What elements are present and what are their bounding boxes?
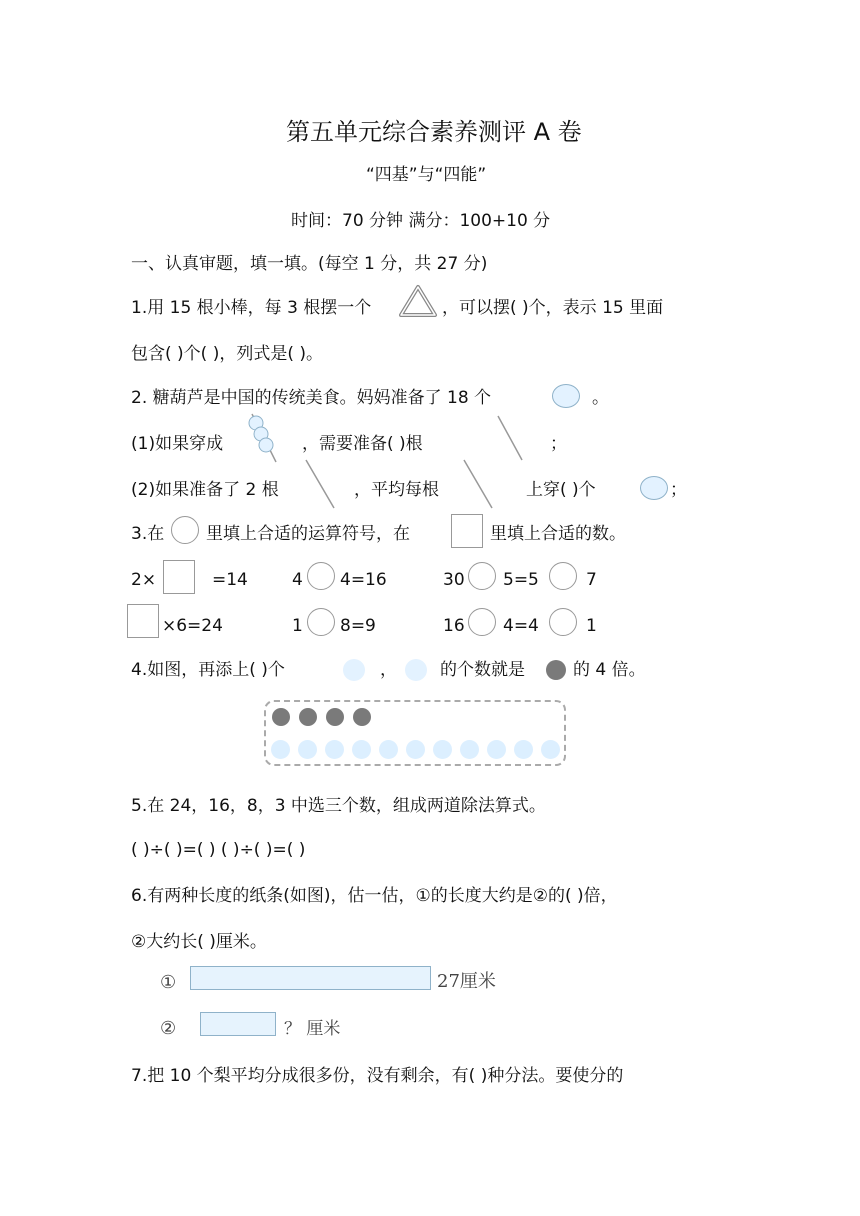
q3-r1c3-b: 5=5 [503,570,539,590]
tanghulu-skewer-icon [244,412,280,464]
q3-r2c3-b: 4=4 [503,616,539,636]
q4-text-a: 4.如图，再添上( )个 [131,660,285,680]
q6-text2: ②大约长( )厘米。 [131,932,267,952]
q4-text-c: 的个数就是 [440,660,525,680]
stick-icon [304,458,336,510]
answer-circle[interactable] [307,562,335,590]
hawthorn-ball-icon [552,384,580,408]
q4-text-b: ， [380,660,397,680]
q3-r2c2-b: 8=9 [340,616,376,636]
light-dot [298,740,317,759]
q7-text: 7.把 10 个梨平均分成很多份，没有剩余，有( )种分法。要使分的 [131,1066,624,1086]
q2-part2-a: (2)如果准备了 2 根 [131,480,279,500]
answer-circle[interactable] [468,608,496,636]
light-dot [487,740,506,759]
q1-line2: 包含( )个( )，列式是( )。 [131,344,324,364]
light-dot-icon [405,659,427,681]
strip2-label: ② [160,1018,177,1039]
page-subtitle: “四基”与“四能” [366,165,487,185]
number-box-icon [451,514,483,548]
light-dot [433,740,452,759]
dark-dot [326,708,344,726]
answer-circle[interactable] [468,562,496,590]
light-dot [271,740,290,759]
q3-r1c3-c: 7 [586,570,597,590]
answer-circle[interactable] [307,608,335,636]
light-dot [541,740,560,759]
triangle-sticks-icon [398,284,438,318]
q2-part2-d: ； [670,480,687,500]
q3-intro-b: 里填上合适的运算符号，在 [206,524,410,544]
stick-icon [496,414,524,462]
exam-meta: 时间：70 分钟 满分：100+10 分 [291,211,551,231]
q2-part1-c: ； [550,434,567,454]
q5-blanks: ( )÷( )=( ) ( )÷( )=( ) [131,840,306,860]
q3-r2c3-a: 16 [443,616,465,636]
light-dot-icon [343,659,365,681]
q3-r1c1-a: 2× [131,570,157,590]
q3-r2c1-b: ×6=24 [162,616,223,636]
q2-part1-b: ，需要准备( )根 [302,434,423,454]
light-dot [325,740,344,759]
q3-r2c3-c: 1 [586,616,597,636]
paper-strip-1 [190,966,431,990]
light-dot [406,740,425,759]
light-dot [514,740,533,759]
q2-part2-b: ，平均每根 [354,480,439,500]
page-title: 第五单元综合素养测评 A 卷 [286,118,582,146]
q3-r2c2-a: 1 [292,616,303,636]
stick-icon [462,458,494,510]
q1-line1-b: ，可以摆( )个，表示 15 里面 [442,298,664,318]
hawthorn-ball-icon [640,476,668,500]
q1-line1-a: 1.用 15 根小棒，每 3 根摆一个 [131,298,372,318]
dark-dot [272,708,290,726]
light-dot [379,740,398,759]
answer-box[interactable] [163,560,195,594]
dark-dot [353,708,371,726]
q4-text-d: 的 4 倍。 [573,660,646,680]
q2-intro-end: 。 [592,388,609,408]
strip1-length: 27厘米 [437,971,496,992]
light-dot [352,740,371,759]
dark-dot-icon [546,660,566,680]
dark-dot [299,708,317,726]
strip2-length: ？ 厘米 [284,1019,341,1039]
q2-part2-c: 上穿( )个 [526,480,596,500]
q2-part1-a: (1)如果穿成 [131,434,224,454]
q2-intro: 2. 糖葫芦是中国的传统美食。妈妈准备了 18 个 [131,388,492,408]
q6-text1: 6.有两种长度的纸条(如图)，估一估，①的长度大约是②的( )倍， [131,886,618,906]
q3-intro-a: 3.在 [131,524,165,544]
operator-circle-icon [171,516,199,544]
q5-text: 5.在 24，16，8，3 中选三个数，组成两道除法算式。 [131,796,546,816]
q3-r1c2-b: 4=16 [340,570,387,590]
q3-r1c1-b: =14 [212,570,248,590]
strip1-label: ① [160,972,177,993]
answer-box[interactable] [127,604,159,638]
q3-r1c3-a: 30 [443,570,465,590]
answer-circle[interactable] [549,562,577,590]
q3-intro-c: 里填上合适的数。 [490,524,626,544]
answer-circle[interactable] [549,608,577,636]
paper-strip-2 [200,1012,276,1036]
q3-r1c2-a: 4 [292,570,303,590]
section-heading: 一、认真审题，填一填。(每空 1 分，共 27 分) [131,254,488,274]
light-dot [460,740,479,759]
